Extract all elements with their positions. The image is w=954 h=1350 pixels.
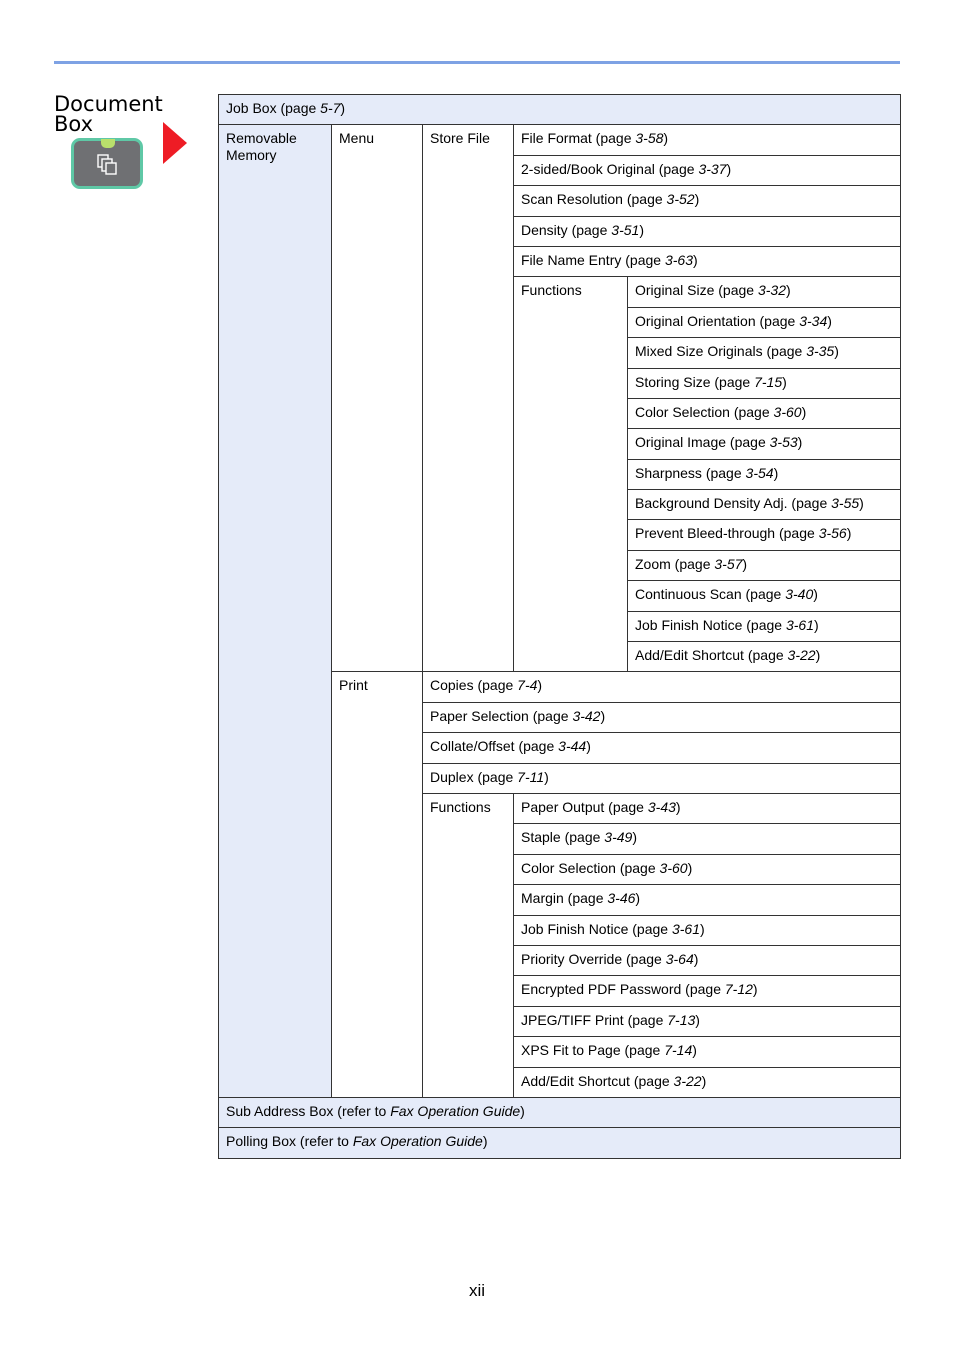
store-function-item-cell-close: ) <box>797 434 803 451</box>
print-function-item-cell-close: ) <box>692 1042 697 1059</box>
store-function-item-cell <box>628 398 901 428</box>
store-function-item-cell <box>628 581 901 611</box>
store-function-item-cell-label: Mixed Size Originals (page <box>635 343 807 360</box>
print-function-item-cell <box>514 885 901 915</box>
table-row <box>219 95 901 125</box>
print-function-item-cell <box>514 945 901 975</box>
print-function-item-cell-ref: 3-60 <box>659 859 688 876</box>
print-function-item-cell-label: JPEG/TIFF Print (page <box>521 1011 668 1028</box>
store-item-cell-label: Scan Resolution (page <box>521 191 667 208</box>
print-item-cell-label: Duplex (page <box>430 768 518 785</box>
store-item-cell-ref: 3-37 <box>698 160 727 177</box>
print-function-item-cell-close: ) <box>687 859 693 876</box>
print-item-cell-close: ) <box>537 677 543 694</box>
print-function-item-cell-close: ) <box>752 981 758 998</box>
print-cell: Print <box>332 672 423 1097</box>
store-function-item-cell <box>628 368 901 398</box>
store-function-item-cell-close: ) <box>801 403 807 420</box>
store-function-item-cell-label: Original Image (page <box>635 434 770 451</box>
store-function-item-cell-ref: 7-15 <box>754 373 783 390</box>
store-item-cell-close: ) <box>639 221 644 238</box>
print-function-item-cell <box>514 915 901 945</box>
print-item-cell-ref: 3-44 <box>558 738 587 755</box>
print-item-cell-ref: 7-11 <box>517 768 545 785</box>
print-functions-cell: Functions <box>423 793 514 1097</box>
store-file-cell: Store File <box>423 125 514 672</box>
store-function-item-cell-label: Zoom (page <box>635 555 715 572</box>
store-function-item-cell-ref: 3-61 <box>785 616 814 633</box>
store-function-item-cell-ref: 3-35 <box>806 343 835 360</box>
print-function-item-cell-label: Priority Override (page <box>521 950 666 967</box>
store-item-cell-close: ) <box>726 160 732 177</box>
polling-box-cell <box>219 1128 901 1158</box>
store-function-item-cell-close: ) <box>834 343 839 360</box>
document-box-icon <box>96 153 118 175</box>
store-function-item-cell <box>628 459 901 489</box>
print-function-item-cell-close: ) <box>700 920 705 937</box>
print-item-cell-label: Copies (page <box>430 677 518 694</box>
print-function-item-cell-ref: 3-46 <box>607 890 636 907</box>
store-function-item-cell-ref: 3-40 <box>785 586 814 603</box>
top-rule <box>54 61 900 64</box>
store-function-item-cell-ref: 3-53 <box>769 434 798 451</box>
print-function-item-cell <box>514 854 901 884</box>
print-function-item-cell-label: Margin (page <box>521 890 608 907</box>
print-function-item-cell-close: ) <box>701 1072 707 1089</box>
store-item-cell <box>514 125 901 155</box>
store-function-item-cell-close: ) <box>827 312 832 329</box>
store-function-item-cell-close: ) <box>814 616 819 633</box>
store-item-cell-close: ) <box>663 130 669 147</box>
store-function-item-cell-close: ) <box>773 464 779 481</box>
print-function-item-cell-ref: 7-12 <box>724 981 753 998</box>
print-function-item-cell <box>514 1067 901 1097</box>
print-item-cell <box>423 672 901 702</box>
store-item-cell-ref: 3-58 <box>635 130 664 147</box>
store-function-item-cell-label: Prevent Bleed-through (page <box>635 525 819 542</box>
print-item-cell-label: Collate/Offset (page <box>430 738 559 755</box>
sub-address-box-cell-close: ) <box>520 1102 525 1119</box>
store-function-item-cell <box>628 277 901 307</box>
print-item-cell-ref: 7-4 <box>517 677 538 694</box>
polling-box-cell-close: ) <box>482 1133 488 1150</box>
store-function-item-cell <box>628 338 901 368</box>
print-function-item-cell <box>514 976 901 1006</box>
store-function-item-cell <box>628 429 901 459</box>
job-box-ref: 5-7 <box>320 100 341 116</box>
print-function-item-cell <box>514 1006 901 1036</box>
print-function-item-cell-close: ) <box>693 950 699 967</box>
sub-address-box-cell <box>219 1097 901 1127</box>
store-function-item-cell-ref: 3-32 <box>757 282 786 299</box>
store-item-cell <box>514 186 901 216</box>
print-function-item-cell <box>514 1037 901 1067</box>
print-item-cell <box>423 763 901 793</box>
store-function-item-cell-close: ) <box>846 525 852 542</box>
section-title-line1: Document <box>54 92 163 116</box>
job-box-close: ) <box>340 100 346 116</box>
table-row <box>219 125 901 155</box>
removable-memory-cell: Removable Memory <box>219 125 332 1098</box>
section-title-line2: Box <box>54 112 94 136</box>
polling-box-cell-label: Polling Box (refer to <box>226 1133 353 1150</box>
print-function-item-cell-label: Color Selection (page <box>521 859 660 876</box>
store-item-cell-ref: 3-52 <box>666 191 695 208</box>
print-item-cell-label: Paper Selection (page <box>430 707 573 724</box>
store-function-item-cell-label: Add/Edit Shortcut (page <box>635 647 788 664</box>
store-item-cell-label: Density (page <box>521 221 612 238</box>
job-box-cell <box>219 95 901 125</box>
store-function-item-cell <box>628 520 901 550</box>
print-function-item-cell-ref: 7-14 <box>664 1042 693 1059</box>
store-function-item-cell-label: Color Selection (page <box>635 403 774 420</box>
store-function-item-cell-close: ) <box>813 586 818 603</box>
store-function-item-cell-ref: 3-56 <box>818 525 847 542</box>
page-number: xii <box>468 1281 486 1300</box>
print-function-item-cell-ref: 3-43 <box>647 798 676 815</box>
print-function-item-cell-label: Staple (page <box>521 829 605 846</box>
print-item-cell-close: ) <box>600 707 606 724</box>
menu-tree-table <box>218 94 901 1159</box>
store-item-cell-label: File Format (page <box>521 130 636 147</box>
store-function-item-cell-label: Job Finish Notice (page <box>635 616 786 633</box>
print-function-item-cell <box>514 793 901 823</box>
store-function-item-cell-close: ) <box>859 495 864 512</box>
sub-address-box-cell-ref: Fax Operation Guide <box>390 1102 521 1119</box>
print-item-cell <box>423 733 901 763</box>
print-function-item-cell-ref: 7-13 <box>667 1011 696 1028</box>
store-function-item-cell-label: Storing Size (page <box>635 373 755 390</box>
store-function-item-cell <box>628 550 901 580</box>
print-function-item-cell-close: ) <box>632 829 637 846</box>
store-function-item-cell-close: ) <box>782 373 787 390</box>
sub-address-box-cell-label: Sub Address Box (refer to <box>226 1102 391 1119</box>
print-function-item-cell <box>514 824 901 854</box>
store-item-cell-ref: 3-51 <box>611 221 640 238</box>
print-item-cell-close: ) <box>544 768 549 785</box>
print-item-cell <box>423 702 901 732</box>
store-item-cell <box>514 246 901 276</box>
store-function-item-cell <box>628 490 901 520</box>
store-function-item-cell-ref: 3-55 <box>831 495 860 512</box>
store-function-item-cell-label: Original Size (page <box>635 282 758 299</box>
store-function-item-cell-label: Sharpness (page <box>635 464 746 481</box>
print-function-item-cell-label: Paper Output (page <box>521 798 648 815</box>
store-item-cell-label: File Name Entry (page <box>521 251 665 268</box>
section-title <box>54 94 163 134</box>
store-function-item-cell-close: ) <box>785 282 791 299</box>
print-function-item-cell-ref: 3-49 <box>604 829 633 846</box>
print-function-item-cell-label: Add/Edit Shortcut (page <box>521 1072 674 1089</box>
store-item-cell <box>514 216 901 246</box>
store-function-item-cell-ref: 3-57 <box>714 555 743 572</box>
store-function-item-cell-label: Continuous Scan (page <box>635 586 786 603</box>
store-function-item-cell-label: Original Orientation (page <box>635 312 800 329</box>
menu-tree-body <box>219 95 901 1159</box>
store-function-item-cell <box>628 642 901 672</box>
print-function-item-cell-label: Job Finish Notice (page <box>521 920 672 937</box>
store-item-cell-ref: 3-63 <box>664 251 693 268</box>
print-item-cell-close: ) <box>586 738 591 755</box>
store-function-item-cell <box>628 611 901 641</box>
store-function-item-cell-ref: 3-22 <box>787 647 816 664</box>
table-row <box>219 1097 901 1127</box>
print-function-item-cell-ref: 3-22 <box>673 1072 702 1089</box>
store-functions-cell: Functions <box>514 277 628 672</box>
store-function-item-cell-close: ) <box>742 555 748 572</box>
document-box-button <box>71 138 143 189</box>
store-function-item-cell-ref: 3-34 <box>799 312 828 329</box>
print-item-cell-ref: 3-42 <box>572 707 601 724</box>
job-box-label: Job Box (page <box>226 100 321 116</box>
menu-cell: Menu <box>332 125 423 672</box>
print-function-item-cell-ref: 3-64 <box>665 950 694 967</box>
print-function-item-cell-label: Encrypted PDF Password (page <box>521 981 725 998</box>
polling-box-cell-ref: Fax Operation Guide <box>352 1133 483 1150</box>
store-function-item-cell-ref: 3-54 <box>745 464 774 481</box>
store-function-item-cell-ref: 3-60 <box>773 403 802 420</box>
store-function-item-cell <box>628 307 901 337</box>
store-function-item-cell-label: Background Density Adj. (page <box>635 495 832 512</box>
store-item-cell-label: 2-sided/Book Original (page <box>521 160 699 177</box>
table-row <box>219 1128 901 1158</box>
print-function-item-cell-ref: 3-61 <box>671 920 700 937</box>
store-item-cell-close: ) <box>692 251 698 268</box>
store-function-item-cell-close: ) <box>815 647 821 664</box>
store-item-cell-close: ) <box>694 191 700 208</box>
print-function-item-cell-close: ) <box>635 890 641 907</box>
print-function-item-cell-close: ) <box>675 798 681 815</box>
print-function-item-cell-close: ) <box>695 1011 700 1028</box>
print-function-item-cell-label: XPS Fit to Page (page <box>521 1042 665 1059</box>
led-indicator <box>101 139 115 148</box>
arrow-right-icon <box>163 122 187 164</box>
store-item-cell <box>514 155 901 185</box>
